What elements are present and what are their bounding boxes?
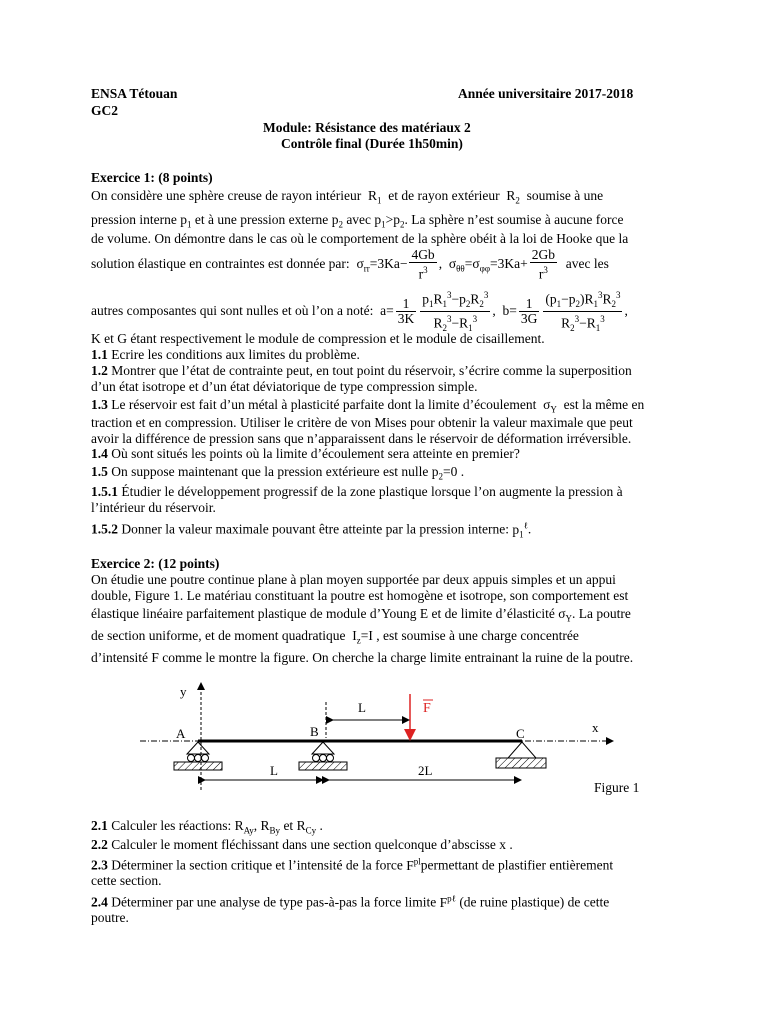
question-1-5-1: 1.5.1 Étudier le développement progressif de la zone plastique lorsque l’on augmente la pression à [91,484,623,499]
dim-ab-label: L [270,763,278,778]
support-a [174,742,222,770]
ex2-line-4: de section uniforme, et de moment quadratique $I_z=I$ , est soumise à une charge concentrée [91,628,579,646]
question-2-3-cont: cette section. [91,873,162,888]
school-name: ENSA Tétouan [91,86,178,101]
point-b-label: B [310,724,319,739]
y-axis-label: y [180,684,187,699]
module-title: Module: Résistance des matériaux 2 [263,120,471,135]
ex1-line-6: K et G étant respectivement le module de compression et le module de cisaillement. [91,331,545,346]
question-1-4: 1.4 Où sont situés les points où la limite d’écoulement sera atteinte en premier? [91,446,520,461]
ex1-line-5: autres composantes qui sont nulles et où l’on a noté: a= $\frac{1}{3K}$ $\frac{p_1R_1^3-p_2R_2^3}{R_2^3-R_1^3}$ , b= $\frac{1}{3G}$ $\frac{(p_1-p_2)R_1^3R_2^3}{R_2^3-R_1^3}$ , [91,290,628,334]
question-1-2-cont: d’un état isotrope et d’un état déviatorique de type compression simple. [91,379,478,394]
question-2-4: 2.4 Déterminer par une analyse de type pas-à-pas la force limite $F^{p\ell}$ (de ruine plastique) de cette [91,893,610,910]
academic-year: Année universitaire 2017-2018 [458,86,634,101]
question-1-5-1-cont: l’intérieur du réservoir. [91,500,216,515]
question-2-3: 2.3 Déterminer la section critique et l’intensité de la force $F^{pl}permettant$ de plastifier entièrement [91,856,614,873]
dim-bc-label: 2L [418,763,433,778]
question-2-1: 2.1 Calculer les réactions: $R_{Ay}$, $R_{By}$ et $R_{Cy}$ . [91,818,323,836]
question-1-2: 1.2 Montrer que l’état de contrainte peut, en tout point du réservoir, s’écrire comme la superposition [91,363,632,378]
question-1-3-cont: traction et en compression. Utiliser le critère de von Mises pour obtenir la valeur maximale que peut [91,415,633,430]
beam-figure [140,680,660,800]
question-2-4-cont: poutre. [91,910,129,925]
class-name: GC2 [91,103,118,118]
support-b [299,742,347,770]
question-1-3: 1.3 Le réservoir est fait d’un métal à plasticité parfaite dont la limite d’écoulement $\sigma_Y$ est la même en [91,397,645,415]
x-axis-label: x [592,720,599,735]
point-a-label: A [176,726,186,741]
ex2-line-2: double, Figure 1. Le matériau constituant la poutre est homogène et isotrope, son comportement est [91,588,629,603]
ex1-line-2: pression interne $p_1$ et à une pression externe $p_2$ avec $p_1>p_2$. La sphère n’est soumise à aucune force [91,212,624,230]
exercise-1-title: Exercice 1: (8 points) [91,170,213,185]
ex2-line-5: d’intensité F comme le montre la figure. On cherche la charge limite entrainant la ruine de la poutre. [91,650,634,665]
point-c-label: C [516,726,525,741]
figure-caption: Figure 1 [594,780,640,795]
question-2-2: 2.2 Calculer le moment fléchissant dans une section quelconque d’abscisse x . [91,837,513,852]
exercise-2-title: Exercice 2: (12 points) [91,556,220,571]
force-label: F [423,701,431,716]
ex2-line-1: On étudie une poutre continue plane à plan moyen supportée par deux appuis simples et un appui [91,572,616,587]
ex1-line-3: de volume. On démontre dans le cas où le comportement de la sphère obéit à la loi de Hooke que la [91,231,629,246]
ex2-line-3: élastique linéaire parfaitement plastique de module d’Young E et de limite d’élasticité $\sigma_Y$. La poutre [91,606,631,624]
ex1-line-4: solution élastique en contraintes est donnée par: $\sigma_{rr}=3Ka-$ $\frac{4Gb}{r^3}$ , $\sigma_{\theta\theta}=\sigma_{\varphi\varphi}=3Ka+$ $\frac{2Gb}{r^3}$ avec les [91,247,609,282]
question-1-5: 1.5 On suppose maintenant que la pression extérieure est nulle $p_2=0$ . [91,464,465,482]
exam-title: Contrôle final (Durée 1h50min) [281,136,463,151]
dim-top-label: L [358,700,366,715]
support-c [496,742,546,768]
question-1-5-2: 1.5.2 Donner la valeur maximale pouvant être atteinte par la pression interne: $p_1^\ell$. [91,520,532,540]
ex1-line-1: On considère une sphère creuse de rayon intérieur $R_1$ et de rayon extérieur $R_2$ soumise à une [91,188,604,206]
question-1-3-cont2: avoir la différence de pression sans que n’apparaissent dans le réservoir de déformation irréversible. [91,431,632,446]
question-1-1: 1.1 Ecrire les conditions aux limites du problème. [91,347,360,362]
